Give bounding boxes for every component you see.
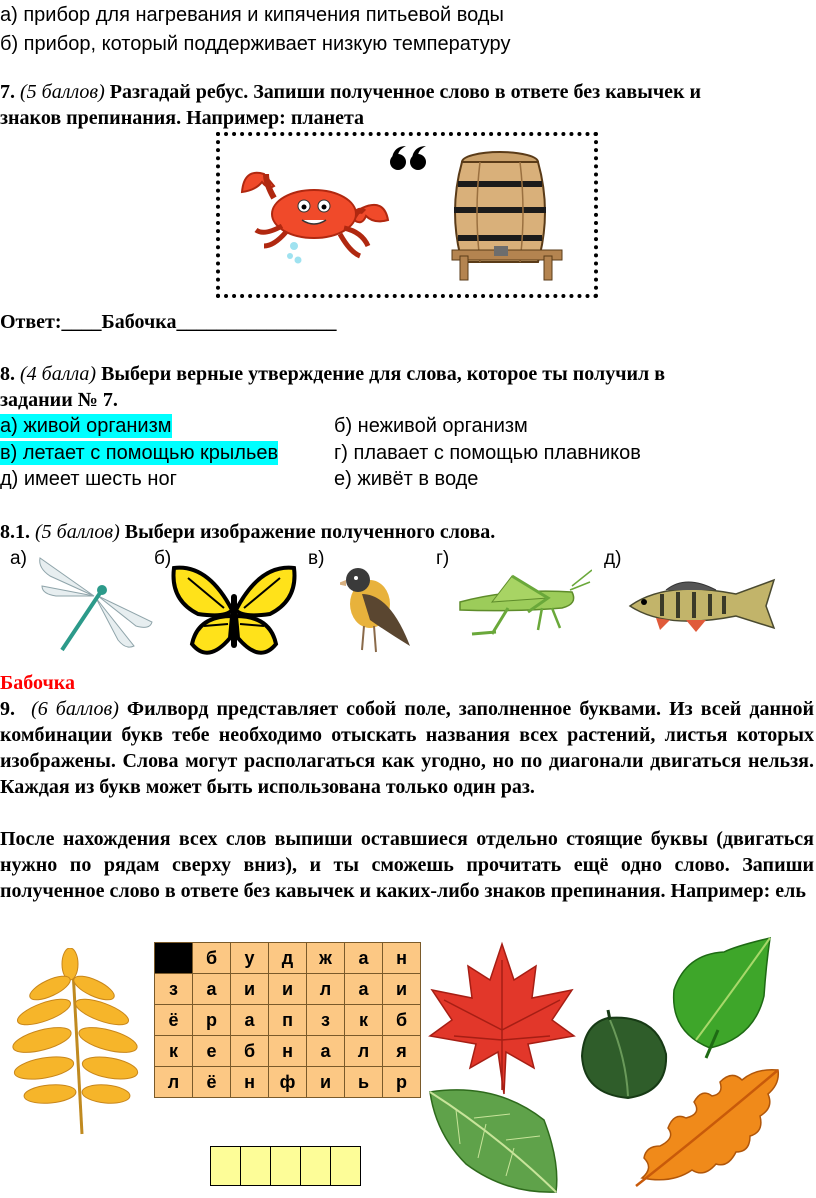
grid-cell: д bbox=[269, 943, 307, 974]
task8-option-e: д) имеет шесть ног bbox=[0, 468, 177, 490]
grid-cell: б bbox=[383, 1005, 421, 1036]
maple-leaf-image bbox=[424, 940, 580, 1096]
grid-cell: а bbox=[231, 1005, 269, 1036]
image-label-b: б) bbox=[154, 548, 172, 569]
grid-cell: н bbox=[269, 1036, 307, 1067]
task8-heading bbox=[0, 362, 665, 386]
task8-option-c: в) летает с помощью крыльев bbox=[0, 442, 279, 464]
grid-cell: а bbox=[193, 974, 231, 1005]
task9-number: 9. bbox=[0, 698, 15, 720]
dragonfly-image bbox=[36, 556, 156, 652]
task8-number: 8. bbox=[0, 363, 15, 385]
grid-cell: ь bbox=[345, 1067, 383, 1098]
grid-cell: и bbox=[307, 1067, 345, 1098]
grid-cell: л bbox=[307, 974, 345, 1005]
barrel-image bbox=[440, 150, 580, 286]
task7-heading bbox=[0, 80, 701, 104]
task7-answer-value: Бабочка bbox=[101, 311, 177, 333]
task9-paragraph-1 bbox=[0, 696, 814, 800]
grid-cell: а bbox=[307, 1036, 345, 1067]
task8-option-f: е) живёт в воде bbox=[334, 468, 479, 490]
grid-cell: н bbox=[383, 943, 421, 974]
grid-cell: р bbox=[383, 1067, 421, 1098]
grid-cell: ф bbox=[269, 1067, 307, 1098]
fish-image bbox=[626, 572, 778, 634]
task81-number: 8.1. bbox=[0, 521, 30, 543]
image-label-d: г) bbox=[436, 548, 450, 569]
grid-cell: у bbox=[231, 943, 269, 974]
answer-cell[interactable] bbox=[271, 1147, 301, 1186]
task8-points: (4 балла) bbox=[20, 363, 97, 385]
grid-cell: л bbox=[345, 1036, 383, 1067]
task7-number: 7. bbox=[0, 81, 15, 103]
task9-text-1: Филворд представляет собой поле, заполненное буквами. Из всей данной комбинации букв тебе необходимо отыскать названия всех растений, листья которых изображены. Слова могут располагаться как угодно, но по диагонали двигаться нельзя. Каждая из букв может быть использована только один раз. bbox=[0, 698, 815, 798]
oak-leaf-image bbox=[632, 1066, 782, 1190]
option-a-line: а) прибор для нагревания и кипячения питьевой воды bbox=[0, 4, 504, 26]
task81-text: Выбери изображение полученного слова. bbox=[124, 521, 496, 543]
grid-cell: и bbox=[231, 974, 269, 1005]
grid-cell: и bbox=[269, 974, 307, 1005]
rebus-box bbox=[216, 132, 598, 298]
image-label-e: д) bbox=[604, 548, 622, 569]
task7-text-1: Разгадай ребус. Запиши полученное слово в ответе без кавычек и bbox=[109, 81, 702, 103]
grid-cell: б bbox=[193, 943, 231, 974]
grid-cell: а bbox=[345, 943, 383, 974]
task81-answer: Бабочка bbox=[0, 672, 75, 694]
task9-paragraph-2: После нахождения всех слов выпиши оставшиеся отдельно стоящие буквы (двигаться нужно по рядам сверху вниз), и ты сможешь прочитать ещё одно слово. Запиши полученное слово в ответе без кавычек и каких-либо знаков препинания. Например: ель bbox=[0, 828, 814, 902]
fillword-grid bbox=[154, 942, 421, 1098]
rowan-leaf-image bbox=[6, 948, 140, 1136]
grid-cell: к bbox=[345, 1005, 383, 1036]
grid-cell: п bbox=[269, 1005, 307, 1036]
task81-points: (5 баллов) bbox=[35, 521, 120, 543]
image-label-c: в) bbox=[308, 548, 325, 569]
task7-answer bbox=[0, 310, 337, 334]
option-b-line: б) прибор, который поддерживает низкую температуру bbox=[0, 33, 511, 55]
task7-text-2: знаков препинания. Например: планета bbox=[0, 107, 365, 129]
answer-cell[interactable] bbox=[301, 1147, 331, 1186]
grid-cell-black bbox=[155, 943, 193, 974]
task8-option-b: б) неживой организм bbox=[334, 415, 528, 437]
answer-cell[interactable] bbox=[211, 1147, 241, 1186]
bird-image bbox=[340, 564, 414, 656]
grasshopper-image bbox=[452, 568, 592, 640]
grid-cell: и bbox=[383, 974, 421, 1005]
grid-cell: ё bbox=[155, 1005, 193, 1036]
answer-cell[interactable] bbox=[241, 1147, 271, 1186]
grid-cell: з bbox=[307, 1005, 345, 1036]
grid-cell: е bbox=[193, 1036, 231, 1067]
grid-cell: б bbox=[231, 1036, 269, 1067]
task8-text-1: Выбери верные утверждение для слова, которое ты получил в bbox=[101, 363, 666, 385]
grid-cell: з bbox=[155, 974, 193, 1005]
grid-cell: ё bbox=[193, 1067, 231, 1098]
task7-answer-tail: ________________ bbox=[176, 311, 337, 333]
answer-cell[interactable] bbox=[331, 1147, 361, 1186]
task8-text-2: задании № 7. bbox=[0, 389, 118, 411]
linden-leaf-image bbox=[666, 936, 774, 1060]
task9-points: (6 баллов) bbox=[31, 698, 119, 720]
answer-cells bbox=[210, 1146, 361, 1186]
grid-row bbox=[155, 974, 421, 1005]
task7-answer-label: Ответ:____ bbox=[0, 311, 102, 333]
grid-row bbox=[155, 1005, 421, 1036]
butterfly-image bbox=[168, 564, 300, 664]
grid-cell: л bbox=[155, 1067, 193, 1098]
grid-cell: ж bbox=[307, 943, 345, 974]
image-label-a: а) bbox=[10, 548, 27, 569]
task7-points: (5 баллов) bbox=[20, 81, 105, 103]
task8-option-d: г) плавает с помощью плавников bbox=[334, 442, 641, 464]
grid-row bbox=[155, 1067, 421, 1098]
grid-cell: к bbox=[155, 1036, 193, 1067]
grid-row bbox=[155, 943, 421, 974]
grid-cell: я bbox=[383, 1036, 421, 1067]
task8-option-a: а) живой организм bbox=[0, 415, 172, 437]
task81-heading bbox=[0, 520, 495, 544]
grid-cell: н bbox=[231, 1067, 269, 1098]
grid-cell: р bbox=[193, 1005, 231, 1036]
grid-row bbox=[155, 1036, 421, 1067]
comma-icon bbox=[388, 144, 432, 174]
grid-cell: а bbox=[345, 974, 383, 1005]
crab-image bbox=[234, 156, 394, 276]
birch-leaf-image bbox=[426, 1084, 562, 1196]
